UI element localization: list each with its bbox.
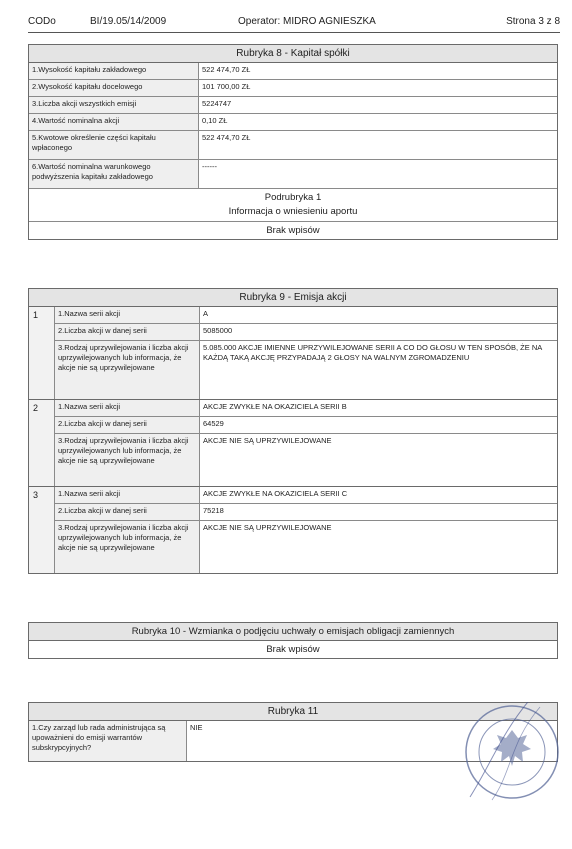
row-value: 5224747 — [202, 99, 232, 108]
row-label: 1.Czy zarząd lub rada administrująca są upoważnieni do emisji warrantów subskrypcyjnych? — [29, 721, 187, 761]
row-value: 101 700,00 ZŁ — [202, 82, 251, 91]
table-row — [55, 400, 557, 417]
row-label: 2.Liczba akcji w danej serii — [55, 324, 200, 340]
section-rubryka-9 — [28, 288, 558, 574]
section-rubryka-10 — [28, 622, 558, 659]
row-value: AKCJE ZWYKŁE NA OKAZICIELA SERII B — [203, 402, 347, 411]
row-value: 522 474,70 ZŁ — [202, 65, 251, 74]
row-label: 1.Nazwa serii akcji — [55, 487, 200, 503]
row-value: 64529 — [203, 419, 224, 428]
row-label: 6.Wartość nominalna warunkowego podwyższenia kapitału zakładowego — [29, 160, 199, 188]
row-label: 2.Liczba akcji w danej serii — [55, 417, 200, 433]
subsection-title: Podrubryka 1 — [264, 192, 322, 203]
row-value: 5.085.000 AKCJE IMIENNE UPRZYWILEJOWANE SERII A CO DO GŁOSU W TEN SPOSÓB, ŻE NA KAŻDĄ TAKĄ AKCJĘ PRZYPADAJĄ 2 GŁOSY NA WALNYM ZGROMADZENIU — [203, 343, 542, 362]
empty-notice: Brak wpisów — [266, 644, 320, 655]
group-number: 1 — [29, 307, 55, 399]
empty-notice: Brak wpisów — [266, 225, 320, 236]
header-page-number: Strona 3 z 8 — [506, 16, 560, 27]
section-rubryka-8 — [28, 44, 558, 240]
row-label: 1.Nazwa serii akcji — [55, 307, 200, 323]
row-value: 5085000 — [203, 326, 233, 335]
row-label: 2.Liczba akcji w danej serii — [55, 504, 200, 520]
section-title: Rubryka 8 - Kapitał spółki — [29, 45, 557, 63]
row-label: 1.Wysokość kapitału zakładowego — [29, 63, 199, 79]
table-row — [55, 341, 557, 399]
row-label: 3.Liczba akcji wszystkich emisji — [29, 97, 199, 113]
row-value: A — [203, 309, 209, 318]
table-row — [55, 521, 557, 573]
row-value: 75218 — [203, 506, 224, 515]
section-title: Rubryka 10 - Wzmianka o podjęciu uchwały o emisjach obligacji zamiennych — [29, 623, 557, 641]
row-value: AKCJE ZWYKŁE NA OKAZICIELA SERII C — [203, 489, 348, 498]
table-row — [29, 97, 557, 114]
header-operator: Operator: MIDRO AGNIESZKA — [238, 16, 376, 27]
group-number: 3 — [29, 487, 55, 573]
row-label: 1.Nazwa serii akcji — [55, 400, 200, 416]
row-value: AKCJE NIE SĄ UPRZYWILEJOWANE — [203, 436, 332, 445]
table-row — [55, 487, 557, 504]
table-row — [55, 417, 557, 434]
subsection-header — [29, 189, 557, 222]
subsection-subtitle: Informacja o wniesieniu aportu — [228, 206, 358, 217]
row-label: 3.Rodzaj uprzywilejowania i liczba akcji uprzywilejowanych lub informacja, że akcje nie są uprzywilejowane — [55, 521, 200, 573]
share-series-group — [29, 487, 557, 573]
table-row — [29, 80, 557, 97]
row-value: 522 474,70 ZŁ — [202, 133, 251, 142]
section-title: Rubryka 9 - Emisja akcji — [29, 289, 557, 307]
official-seal-icon — [462, 702, 562, 802]
row-value: 0,10 ZŁ — [202, 116, 228, 125]
row-label: 3.Rodzaj uprzywilejowania i liczba akcji uprzywilejowanych lub informacja, że akcje nie są uprzywilejowane — [55, 341, 200, 399]
share-series-group — [29, 400, 557, 487]
row-value: ------ — [202, 162, 217, 171]
row-label: 3.Rodzaj uprzywilejowania i liczba akcji uprzywilejowanych lub informacja, że akcje nie są uprzywilejowane — [55, 434, 200, 486]
share-series-group — [29, 307, 557, 400]
table-row — [29, 63, 557, 80]
section-title: Rubryka 11 — [29, 703, 557, 721]
row-label: 2.Wysokość kapitału docelowego — [29, 80, 199, 96]
table-row — [29, 131, 557, 160]
table-row — [55, 307, 557, 324]
row-value: NIE — [190, 723, 203, 732]
group-number: 2 — [29, 400, 55, 486]
page-header — [28, 14, 560, 33]
header-reference: BI/19.05/14/2009 — [90, 16, 167, 27]
table-row — [29, 160, 557, 189]
table-row — [55, 504, 557, 521]
row-value: AKCJE NIE SĄ UPRZYWILEJOWANE — [203, 523, 332, 532]
row-label: 5.Kwotowe określenie części kapitału wpłaconego — [29, 131, 199, 159]
header-code: CODo — [28, 16, 56, 27]
table-row — [55, 434, 557, 486]
table-row — [55, 324, 557, 341]
row-label: 4.Wartość nominalna akcji — [29, 114, 199, 130]
table-row — [29, 114, 557, 131]
